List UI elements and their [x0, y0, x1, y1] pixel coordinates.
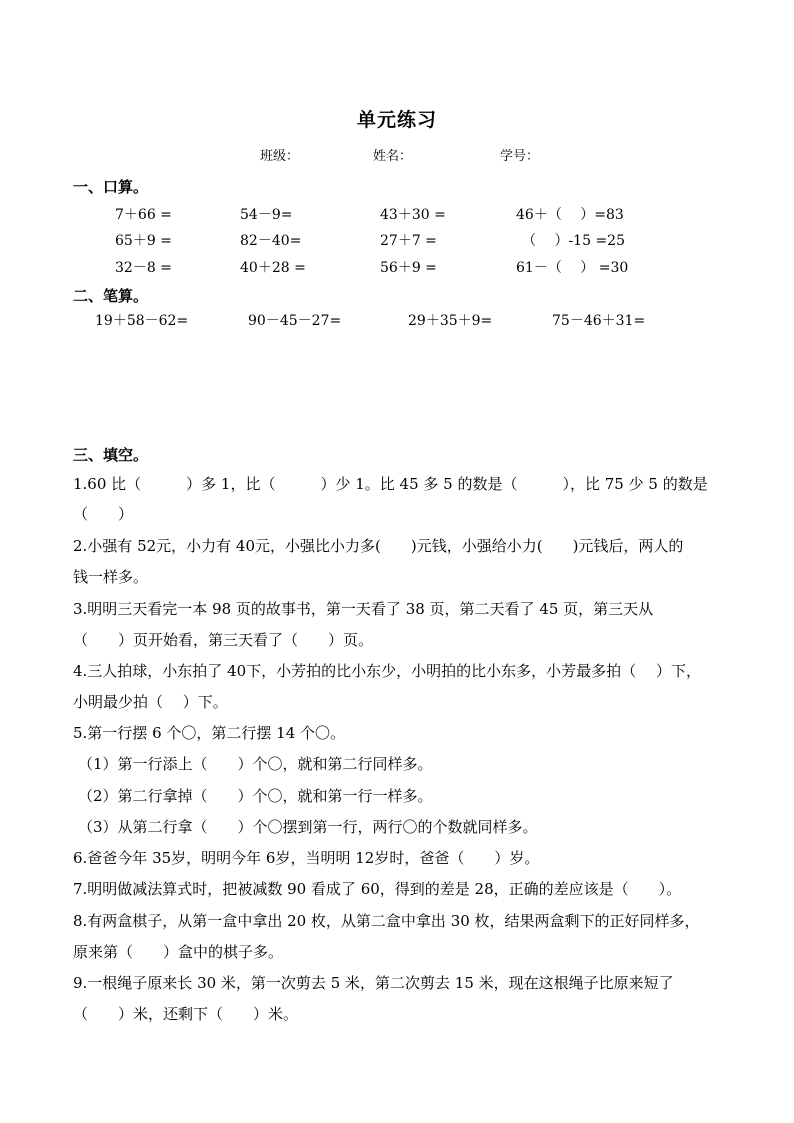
oral-item: 32－8 =	[115, 260, 172, 276]
oral-item: 82－40=	[240, 233, 302, 249]
question-line: 小明最少拍（ ）下。	[73, 693, 228, 711]
oral-item: （ ）-15 =25	[522, 233, 625, 249]
question-line: （2）第二行拿掉（ ）个〇，就和第一行一样多。	[78, 787, 433, 805]
oral-item: 61－（ ） =30	[516, 260, 629, 276]
written-item: 90－45－27=	[248, 313, 342, 329]
question-line: 原来第（ ）盒中的棋子多。	[73, 943, 284, 961]
page-title: 单元练习	[356, 109, 437, 131]
question-line: 5.第一行摆 6 个〇，第二行摆 14 个〇。	[73, 724, 346, 742]
oral-item: 46＋（ ）=83	[516, 207, 624, 223]
question-line: （1）第一行添上（ ）个〇，就和第二行同样多。	[78, 755, 433, 773]
question-line: （3）从第二行拿（ ）个〇摆到第一行，两行〇的个数就同样多。	[78, 818, 538, 836]
section-heading-fill: 三、填空。	[73, 446, 149, 464]
student-id-label: 学号：	[500, 149, 540, 164]
question-line: 2.小强有 52元，小力有 40元，小强比小力多( )元钱，小强给小力( )元钱后，两人的	[73, 537, 684, 555]
question-line: 1.60 比（ ）多 1，比（ ）少 1。比 45 多 5 的数是（ ），比 75 少 5 的数是	[73, 475, 708, 493]
question-line: （ ）页开始看，第三天看了（ ）页。	[73, 631, 374, 649]
question-line: （ ）	[73, 505, 134, 523]
question-line: 7.明明做减法算式时，把被减数 90 看成了 60，得到的差是 28，正确的差应该是（ ）。	[73, 880, 682, 898]
written-item: 75－46＋31=	[552, 313, 646, 329]
section-heading-written: 二、笔算。	[73, 287, 149, 305]
question-line: 8.有两盒棋子，从第一盒中拿出 20 枚，从第二盒中拿出 30 枚，结果两盒剩下的正好同样多，	[73, 912, 700, 930]
question-line: （ ）米，还剩下（ ）米。	[73, 1005, 299, 1023]
question-line: 6.爸爸今年 35岁，明明今年 6岁，当明明 12岁时，爸爸（ ）岁。	[73, 849, 540, 867]
question-line: 9.一根绳子原来长 30 米，第一次剪去 5 米，第二次剪去 15 米，现在这根绳子比原来短了	[73, 974, 674, 992]
oral-item: 7＋66 =	[115, 207, 172, 223]
section-heading-oral: 一、口算。	[73, 178, 149, 196]
question-line: 3.明明三天看完一本 98 页的故事书，第一天看了 38 页，第二天看了 45 页，第三天从	[73, 600, 654, 618]
oral-item: 40＋28 =	[240, 260, 306, 276]
question-line: 钱一样多。	[73, 568, 149, 586]
oral-item: 56＋9 =	[380, 260, 437, 276]
written-item: 19＋58－62=	[95, 313, 189, 329]
oral-item: 27＋7 =	[380, 233, 437, 249]
class-label: 班级：	[260, 149, 300, 164]
written-item: 29＋35＋9=	[408, 313, 493, 329]
oral-item: 54－9=	[240, 207, 293, 223]
oral-item: 43＋30 =	[380, 207, 446, 223]
oral-item: 65＋9 =	[115, 233, 172, 249]
name-label: 姓名：	[373, 149, 413, 164]
question-line: 4.三人拍球，小东拍了 40下，小芳拍的比小东少，小明拍的比小东多，小芳最多拍（ ）下，	[73, 662, 701, 680]
